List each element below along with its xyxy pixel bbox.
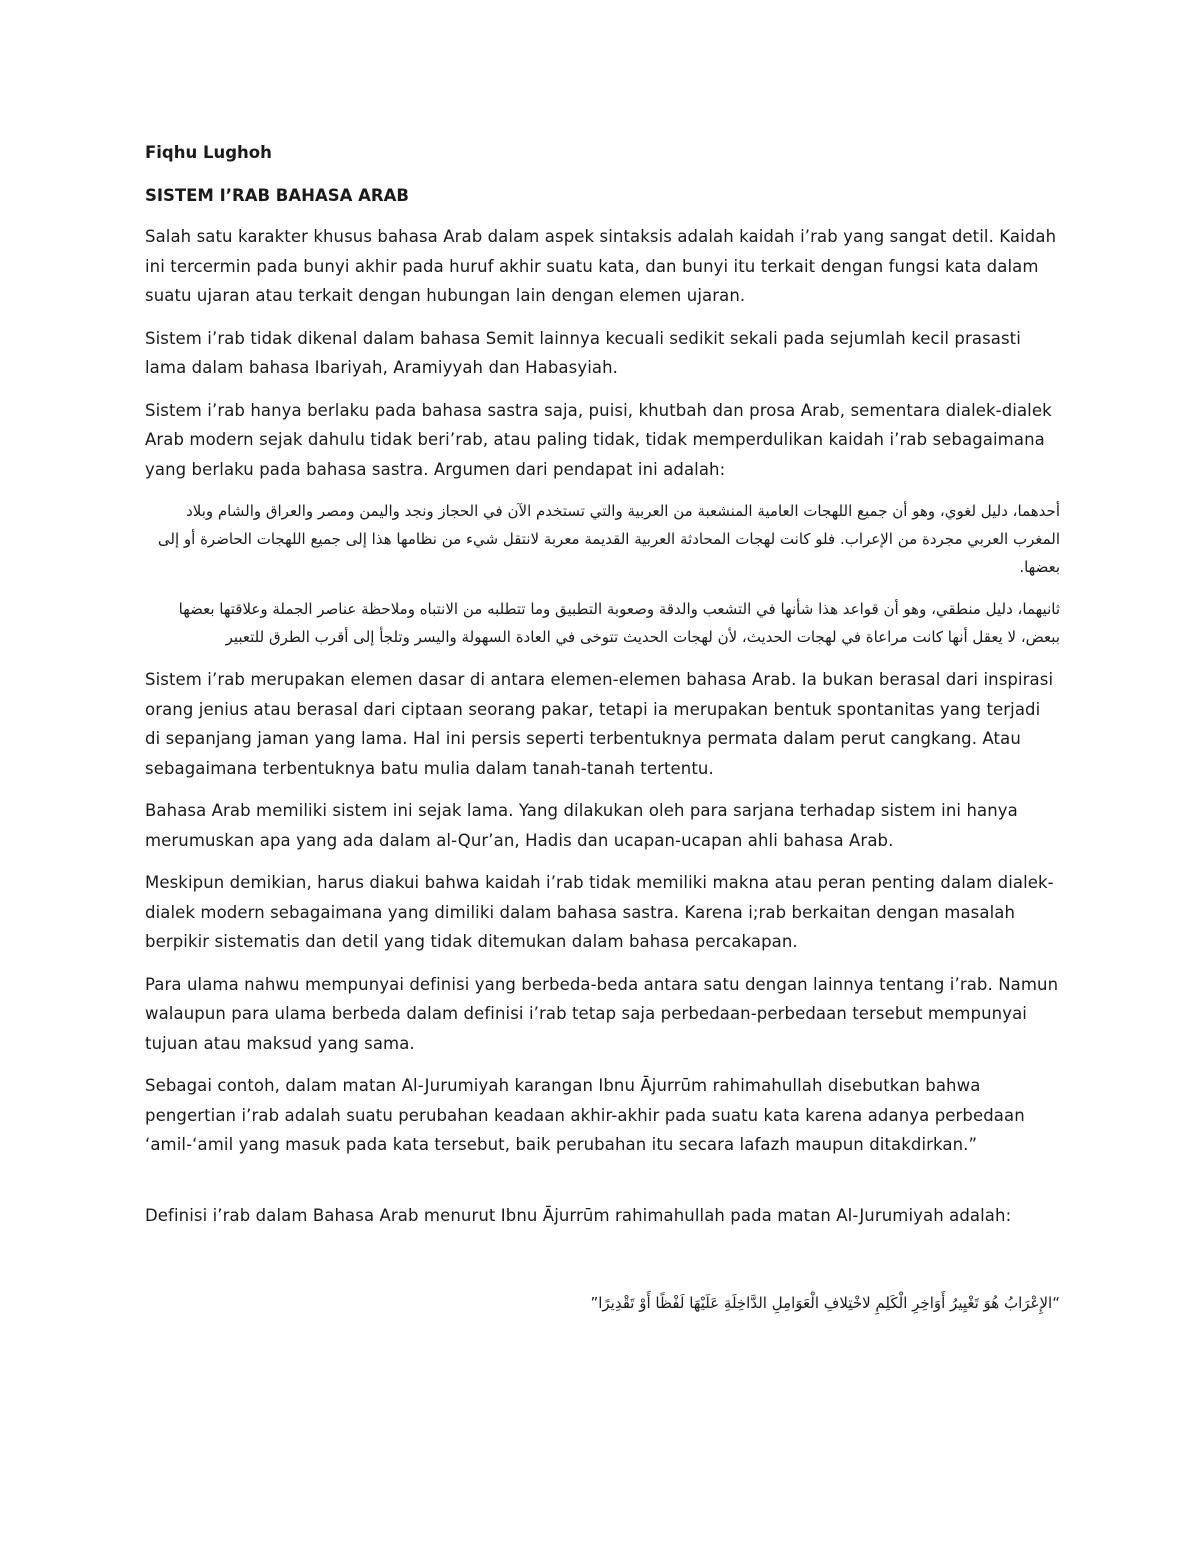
paragraph-6: Meskipun demikian, harus diakui bahwa kaidah i’rab tidak memiliki makna atau peran penting dalam dialek-dialek modern sebagaimana yang dimiliki dalam bahasa sastra. Karena i;rab berkaitan dengan masalah berpikir sistematis dan detil yang tidak ditemukan dalam bahasa percakapan. (145, 873, 1054, 951)
paragraph-3: Sistem i’rab hanya berlaku pada bahasa sastra saja, puisi, khutbah dan prosa Arab, sementara dialek-dialek Arab modern sejak dahulu tidak beri’rab, atau paling tidak, tidak memperdulikan kaidah i’rab sebagaimana yang berlaku pada bahasa sastra. Argumen dari pendapat ini adalah: (145, 400, 1052, 479)
paragraph-7: Para ulama nahwu mempunyai definisi yang berbeda-beda antara satu dengan lainnya tentang i’rab. Namun walaupun para ulama berbeda dalam definisi i’rab tetap saja perbedaan-perbedaan tersebut mempunyai tujuan atau maksud yang sama. (145, 974, 1059, 1053)
paragraph-1: Salah satu karakter khusus bahasa Arab dalam aspek sintaksis adalah kaidah i’rab yang sangat detil. Kaidah ini tercermin pada bunyi akhir pada huruf akhir suatu kata, dan bunyi itu terkait dengan fungsi kata dalam suatu ujaran atau terkait dengan hubungan lain dengan elemen ujaran. (145, 227, 1057, 305)
paragraph-5: Bahasa Arab memiliki sistem ini sejak lama. Yang dilakukan oleh para sarjana terhadap sistem ini hanya merumuskan apa yang ada dalam al-Qur’an, Hadis dan ucapan-ucapan ahli bahasa Arab. (145, 801, 1018, 850)
section-heading: SISTEM I’RAB BAHASA ARAB (145, 186, 409, 205)
paragraph-2: Sistem i’rab tidak dikenal dalam bahasa Semit lainnya kecuali sedikit sekali pada sejumlah kecil prasasti lama dalam bahasa Ibariyah, Aramiyyah dan Habasyiah. (145, 328, 1021, 377)
paragraph-8: Sebagai contoh, dalam matan Al-Jurumiyah karangan Ibnu Ājurrūm rahimahullah disebutkan bahwa pengertian i’rab adalah suatu perubahan keadaan akhir-akhir pada suatu kata karena adanya perbedaan ‘amil-‘amil yang masuk pada kata tersebut, baik perubahan itu secara lafazh maupun ditakdirkan.” (145, 1076, 1025, 1154)
blank-line (145, 1243, 1060, 1289)
paragraph-9: Definisi i’rab dalam Bahasa Arab menurut Ibnu Ājurrūm rahimahullah pada matan Al-Jurumiyah adalah: (145, 1205, 1012, 1225)
arabic-paragraph-2: ثانيهما، دليل منطقي، وهو أن قواعد هذا شأنها في التشعب والدقة وصعوبة التطبيق وما تتطلبه من الانتباه وملاحظة عناصر الجملة وعلاقتها بعضها ببعض، لا يعقل أنها كانت مراعاة في لهجات الحديث، لأن لهجات الحديث تتوخى في العادة السهولة واليسر وتلجأ إلى أقرب الطرق للتعبير (178, 600, 1060, 646)
blank-line (145, 1173, 1060, 1201)
arabic-paragraph-1: أحدهما، دليل لغوي، وهو أن جميع اللهجات العامية المنشعبة من العربية والتي تستخدم الآن في الحجاز ونجد واليمن ومصر والعراق والشام وبلاد المغرب العربي مجردة من الإعراب. فلو كانت لهجات المحادثة العربية القديمة معربة لانتقل شيء من نظامها هذا إلى جميع اللهجات الحاضرة أو إلى بعضها. (157, 502, 1060, 576)
paragraph-4: Sistem i’rab merupakan elemen dasar di antara elemen-elemen bahasa Arab. Ia bukan berasal dari inspirasi orang jenius atau berasal dari ciptaan seorang pakar, tetapi ia merupakan bentuk spontanitas yang terjadi di sepanjang jaman yang lama. Hal ini persis seperti terbentuknya permata dalam perut cangkang. Atau sebagaimana terbentuknya batu mulia dalam tanah-tanah tertentu. (145, 670, 1054, 778)
document-title: Fiqhu Lughoh (145, 143, 272, 162)
arabic-definition-quote: “الإِعْرَابُ هُوَ تَغْيِيرُ أَوَاخِرِ الْكَلِمِ لاخْتِلافِ الْعَوَامِلِ الدَّاخِلَةِ عَلَيْهَا لَفْظًا أَوْ تَقْدِيرًا” (590, 1294, 1060, 1312)
document-page (145, 138, 1060, 1331)
